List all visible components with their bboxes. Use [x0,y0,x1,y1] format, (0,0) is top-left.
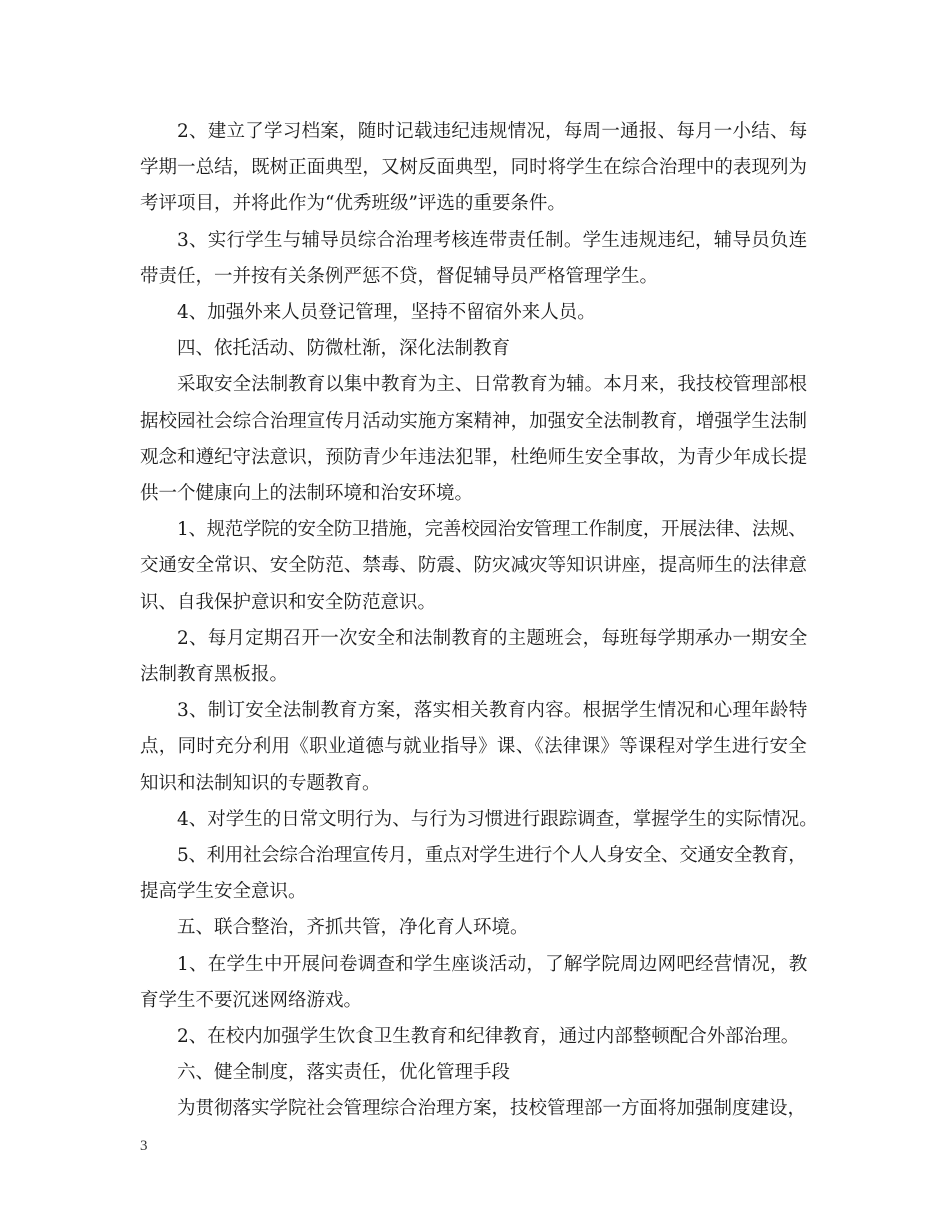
text-line: 考评项目，并将此作为“优秀班级”评选的重要条件。 [140,193,566,215]
text-line: 采取安全法制教育以集中教育为主、日常教育为辅。本月来，我技校管理部根 [177,374,808,396]
text-line: 交通安全常识、安全防范、禁毒、防震、防灾减灾等知识讲座，提高师生的法律意 [140,555,808,577]
text-line: 4、对学生的日常文明行为、与行为习惯进行跟踪调查，掌握学生的实际情况。 [177,808,818,830]
text-line: 学期一总结，既树正面典型，又树反面典型，同时将学生在综合治理中的表现列为 [140,157,808,179]
text-line: 点，同时充分利用《职业道德与就业指导》课、《法律课》等课程对学生进行安全 [140,736,808,758]
text-line: 识、自我保护意识和安全防范意识。 [140,591,437,613]
text-line: 带责任，一并按有关条例严惩不贷，督促辅导员严格管理学生。 [140,265,659,287]
text-line: 4、加强外来人员登记管理，坚持不留宿外来人员。 [177,302,596,323]
text-line: 2、建立了学习档案，随时记载违纪违规情况，每周一通报、每月一小结、每 [177,121,808,142]
page-number: 3 [140,1138,148,1154]
text-line: 六、健全制度，落实责任，优化管理手段 [177,1062,511,1084]
text-line: 3、制订安全法制教育方案，落实相关教育内容。根据学生情况和心理年龄特 [177,700,808,722]
text-line: 为贯彻落实学院社会管理综合治理方案，技校管理部一方面将加强制度建设， [177,1098,807,1120]
text-line: 2、在校内加强学生饮食卫生教育和纪律教育，通过内部整顿配合外部治理。 [177,1026,800,1047]
text-line: 1、在学生中开展问卷调查和学生座谈活动，了解学院周边网吧经营情况，教 [177,953,808,975]
text-line: 四、依托活动、防微杜渐，深化法制教育 [177,338,511,360]
text-line: 5、利用社会综合治理宣传月，重点对学生进行个人人身安全、交通安全教育， [177,845,807,866]
text-line: 提高学生安全意识。 [140,881,307,903]
text-line: 育学生不要沉迷网络游戏。 [140,989,363,1011]
text-line: 五、联合整治，齐抓共管，净化育人环境。 [177,917,529,939]
text-line: 据校园社会综合治理宣传月活动实施方案精神，加强安全法制教育，增强学生法制 [140,410,808,432]
text-line: 1、规范学院的安全防卫措施，完善校园治安管理工作制度，开展法律、法规、 [177,519,807,541]
text-line: 法制教育黑板报。 [140,664,289,685]
text-line: 供一个健康向上的法制环境和治安环境。 [140,483,474,504]
text-line: 观念和遵纪守法意识，预防青少年违法犯罪，杜绝师生安全事故，为青少年成长提 [140,446,808,468]
text-line: 知识和法制知识的专题教育。 [140,772,381,794]
text-line: 3、实行学生与辅导员综合治理考核连带责任制。学生违规违纪，辅导员负连 [177,229,808,251]
text-line: 2、每月定期召开一次安全和法制教育的主题班会，每班每学期承办一期安全 [177,627,808,649]
